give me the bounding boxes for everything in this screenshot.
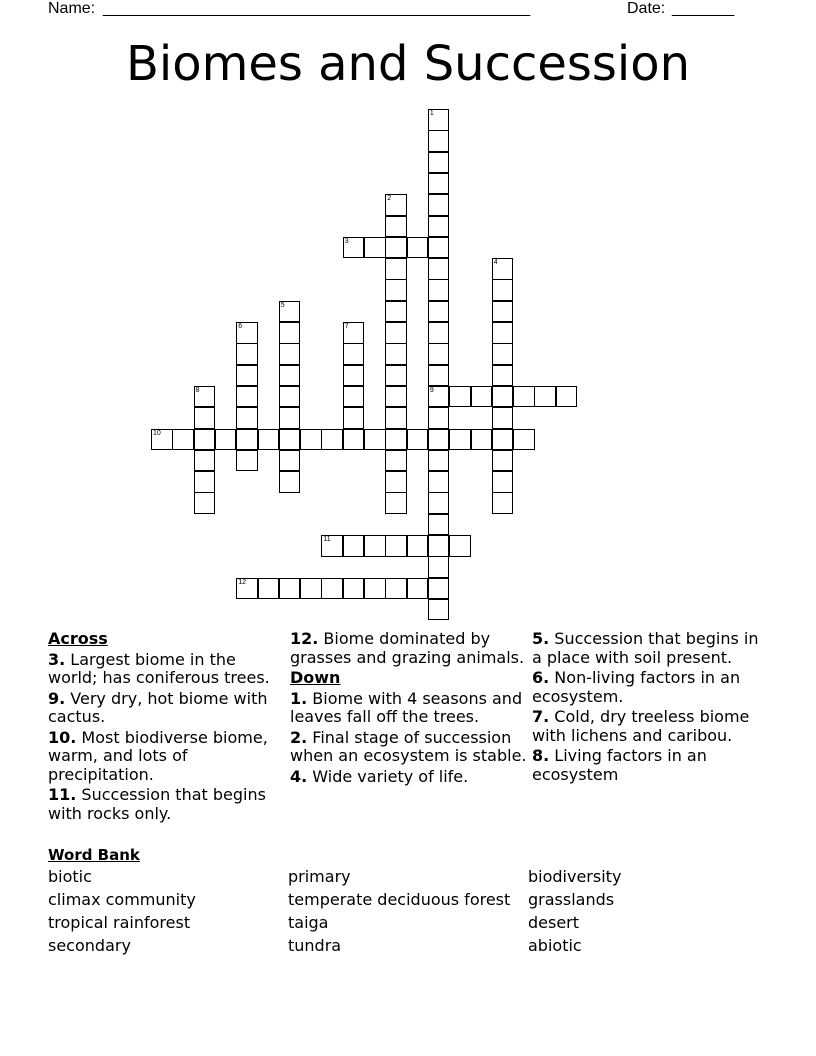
crossword-cell[interactable]: [385, 471, 407, 493]
crossword-cell[interactable]: [279, 365, 301, 387]
clue-number: 6: [238, 323, 243, 330]
clue-item-text: Very dry, hot biome with cactus.: [48, 688, 268, 726]
clue-item: [48, 786, 283, 823]
clue-number: 9: [429, 386, 434, 394]
crossword-cell[interactable]: [385, 216, 407, 238]
clue-number: 5: [280, 301, 285, 309]
clue-number: 2: [387, 195, 392, 203]
word-bank-item: temperate deciduous forest: [288, 890, 511, 909]
crossword-cell[interactable]: [492, 386, 514, 408]
clue-number: 11: [323, 536, 331, 543]
crossword-cell[interactable]: [449, 429, 471, 451]
crossword-cell[interactable]: [407, 237, 429, 259]
crossword-cell[interactable]: [428, 343, 450, 365]
clue-item-text: Succession that begins with rocks only.: [48, 785, 266, 823]
clue-item-text: Final stage of succession when an ecosystem is stable.: [290, 727, 527, 765]
crossword-cell[interactable]: [194, 471, 216, 493]
crossword-cell[interactable]: [428, 599, 450, 621]
crossword-cell[interactable]: [407, 578, 429, 600]
clue-item-number: 4.: [290, 766, 308, 786]
crossword-cell[interactable]: [428, 514, 450, 536]
crossword-cell[interactable]: [279, 407, 301, 429]
crossword-cell[interactable]: [194, 429, 216, 451]
crossword-cell[interactable]: [428, 492, 450, 514]
crossword-cell[interactable]: [428, 130, 450, 152]
crossword-cell[interactable]: [471, 386, 493, 408]
crossword-cell[interactable]: [471, 429, 493, 451]
clue-item-number: 11.: [48, 785, 77, 804]
crossword-cell[interactable]: [194, 450, 216, 472]
crossword-cell[interactable]: [385, 535, 407, 557]
crossword-cell[interactable]: [428, 450, 450, 472]
crossword-cell[interactable]: [428, 301, 450, 323]
crossword-cell[interactable]: [194, 492, 216, 514]
clue-item: [290, 768, 528, 787]
crossword-cell[interactable]: [492, 365, 514, 387]
crossword-cell[interactable]: [321, 429, 343, 451]
crossword-cell[interactable]: [428, 194, 450, 216]
crossword-cell[interactable]: [492, 258, 514, 280]
crossword-cell[interactable]: [343, 322, 365, 344]
crossword-cell[interactable]: [556, 386, 578, 408]
clue-item: [290, 729, 528, 766]
crossword-cell[interactable]: [236, 429, 258, 451]
crossword-cell[interactable]: [258, 578, 280, 600]
word-bank-title: Word Bank: [48, 846, 140, 864]
clue-item-text: Most biodiverse biome, warm, and lots of precipitation.: [48, 727, 268, 784]
clue-list: [48, 651, 283, 824]
crossword-cell[interactable]: [364, 535, 386, 557]
clue-number: 8: [195, 386, 200, 394]
crossword-cell[interactable]: [428, 173, 450, 195]
name-label: Name:: [48, 0, 96, 17]
crossword-cell[interactable]: [236, 407, 258, 429]
clue-item-text: Biome with 4 seasons and leaves fall off the trees.: [290, 688, 523, 726]
crossword-cell[interactable]: [428, 556, 450, 578]
crossword-cell[interactable]: [513, 386, 535, 408]
crossword-cell[interactable]: [385, 322, 407, 344]
crossword-cell[interactable]: [364, 578, 386, 600]
down-heading: Down: [290, 668, 341, 687]
crossword-cell[interactable]: [428, 535, 450, 557]
crossword-cell[interactable]: [236, 450, 258, 472]
crossword-cell[interactable]: [492, 301, 514, 323]
crossword-cell[interactable]: [385, 429, 407, 451]
crossword-cell[interactable]: [279, 578, 301, 600]
crossword-cell[interactable]: [428, 237, 450, 259]
crossword-cell[interactable]: [279, 429, 301, 451]
clue-item-number: 2.: [290, 727, 308, 747]
crossword-cell[interactable]: [300, 578, 322, 600]
clue-item-text: Biome dominated by grasses and grazing animals.: [290, 629, 525, 667]
clue-item: [48, 651, 283, 688]
clue-number: 1: [429, 110, 434, 117]
clue-item-number: 6.: [532, 668, 550, 687]
word-bank-item: taiga: [288, 913, 329, 932]
crossword-cell[interactable]: [172, 429, 194, 451]
word-bank-item: biotic: [48, 867, 92, 886]
crossword-cell[interactable]: [534, 386, 556, 408]
crossword-cell[interactable]: [492, 343, 514, 365]
crossword-cell[interactable]: [343, 535, 365, 557]
clue-item: [48, 729, 283, 785]
crossword-cell[interactable]: [492, 279, 514, 301]
crossword-cell[interactable]: [385, 450, 407, 472]
crossword-cell[interactable]: [428, 429, 450, 451]
clue-item: [290, 690, 528, 727]
crossword-cell[interactable]: [194, 386, 216, 408]
clue-item-text: Living factors in an ecosystem: [532, 746, 707, 784]
clues-column-2: [290, 630, 528, 788]
clue-item-number: 8.: [532, 746, 550, 765]
crossword-cell[interactable]: [428, 386, 450, 408]
clue-list: [290, 630, 528, 667]
crossword-cell[interactable]: [236, 578, 258, 600]
across-heading: Across: [48, 629, 108, 648]
crossword-cell[interactable]: [385, 407, 407, 429]
crossword-cell[interactable]: [236, 322, 258, 344]
crossword-cell[interactable]: [428, 216, 450, 238]
word-bank-item: grasslands: [528, 890, 615, 909]
crossword-cell[interactable]: [343, 429, 365, 451]
word-bank-item: primary: [288, 867, 351, 886]
crossword-cell[interactable]: [385, 301, 407, 323]
crossword-cell[interactable]: [428, 365, 450, 387]
clue-item: [532, 669, 772, 706]
crossword-cell[interactable]: [343, 343, 365, 365]
clues-column-3: [532, 630, 772, 786]
crossword-cell[interactable]: [492, 450, 514, 472]
clue-item-text: Cold, dry treeless biome with lichens and caribou.: [532, 707, 750, 745]
crossword-cell[interactable]: [279, 450, 301, 472]
word-bank-item: tropical rainforest: [48, 913, 191, 932]
crossword-cell[interactable]: [258, 429, 280, 451]
clue-item-number: 9.: [48, 688, 66, 708]
clue-item-number: 12.: [290, 629, 319, 648]
crossword-cell[interactable]: [385, 578, 407, 600]
crossword-cell[interactable]: [343, 386, 365, 408]
clue-item-number: 1.: [290, 688, 308, 708]
crossword-cell[interactable]: [428, 322, 450, 344]
clue-item-text: Largest biome in the world; has coniferous trees.: [48, 649, 270, 687]
date-blank[interactable]: _______: [672, 0, 735, 17]
crossword-cell[interactable]: [385, 492, 407, 514]
crossword-cell[interactable]: [428, 152, 450, 174]
crossword-cell[interactable]: [407, 535, 429, 557]
word-bank-item: desert: [528, 913, 580, 932]
crossword-cell[interactable]: [385, 386, 407, 408]
clue-item-text: Succession that begins in a place with soil present.: [532, 629, 759, 667]
crossword-cell[interactable]: [151, 429, 173, 451]
clue-number: 10: [153, 429, 161, 437]
clue-item: [532, 747, 772, 784]
crossword-cell[interactable]: [343, 578, 365, 600]
clue-number: 7: [344, 323, 349, 330]
crossword-cell[interactable]: [428, 407, 450, 429]
crossword-cell[interactable]: [385, 279, 407, 301]
crossword-cell[interactable]: [492, 429, 514, 451]
clue-item: [290, 630, 528, 667]
crossword-cell[interactable]: [407, 429, 429, 451]
crossword-cell[interactable]: [492, 471, 514, 493]
crossword-cell[interactable]: [236, 386, 258, 408]
crossword-cell[interactable]: [428, 471, 450, 493]
crossword-cell[interactable]: [492, 407, 514, 429]
crossword-cell[interactable]: [385, 237, 407, 259]
crossword-cell[interactable]: [428, 279, 450, 301]
clue-item-number: 3.: [48, 649, 66, 669]
crossword-cell[interactable]: [428, 258, 450, 280]
crossword-cell[interactable]: [428, 578, 450, 600]
crossword-cell[interactable]: [449, 386, 471, 408]
clue-number: 12: [238, 578, 246, 586]
clue-item-text: Non-living factors in an ecosystem.: [532, 668, 741, 706]
clue-list: [290, 690, 528, 787]
name-blank[interactable]: ________________________________________________: [103, 0, 531, 17]
crossword-cell[interactable]: [428, 109, 450, 131]
crossword-cell[interactable]: [279, 386, 301, 408]
clue-number: 3: [344, 237, 349, 245]
word-bank-item: secondary: [48, 936, 131, 955]
word-bank-item: biodiversity: [528, 867, 622, 886]
crossword-cell[interactable]: [385, 194, 407, 216]
date-label: Date:: [627, 0, 666, 17]
page-title: Biomes and Succession: [125, 36, 691, 92]
crossword-cell[interactable]: [236, 343, 258, 365]
clue-item-number: 10.: [48, 727, 77, 747]
crossword-cell[interactable]: [279, 322, 301, 344]
crossword-cell[interactable]: [513, 429, 535, 451]
word-bank-item: tundra: [288, 936, 342, 955]
clue-item-number: 7.: [532, 707, 550, 726]
clue-item: [532, 630, 772, 667]
crossword-cell[interactable]: [343, 407, 365, 429]
crossword-cell[interactable]: [364, 429, 386, 451]
clues-column-1: [48, 630, 283, 825]
crossword-cell[interactable]: [385, 343, 407, 365]
clue-item: [532, 708, 772, 745]
crossword-cell[interactable]: [300, 429, 322, 451]
crossword-cell[interactable]: [236, 365, 258, 387]
crossword-cell[interactable]: [279, 471, 301, 493]
crossword-cell[interactable]: [343, 237, 365, 259]
clue-item-number: 5.: [532, 629, 550, 648]
crossword-cell[interactable]: [194, 407, 216, 429]
word-bank-item: climax community: [48, 890, 196, 909]
crossword-cell[interactable]: [385, 365, 407, 387]
clue-item: [48, 690, 283, 727]
crossword-cell[interactable]: [321, 578, 343, 600]
clue-item-text: Wide variety of life.: [307, 766, 469, 786]
crossword-cell[interactable]: [449, 535, 471, 557]
crossword-cell[interactable]: [492, 322, 514, 344]
crossword-cell[interactable]: [492, 492, 514, 514]
crossword-cell[interactable]: [343, 365, 365, 387]
crossword-cell[interactable]: [279, 343, 301, 365]
crossword-cell[interactable]: [321, 535, 343, 557]
crossword-cell[interactable]: [279, 301, 301, 323]
word-bank-item: abiotic: [528, 936, 582, 955]
clue-list: [532, 630, 772, 784]
crossword-cell[interactable]: [215, 429, 237, 451]
crossword-cell[interactable]: [364, 237, 386, 259]
crossword-cell[interactable]: [385, 258, 407, 280]
clue-number: 4: [493, 259, 498, 267]
